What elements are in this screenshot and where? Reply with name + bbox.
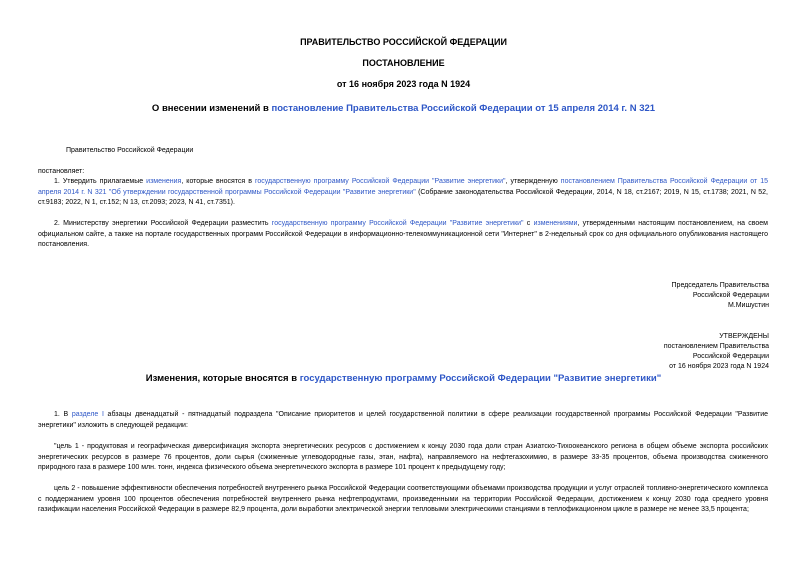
changes-link[interactable]: изменения [146,178,182,185]
paragraph-2 [38,219,768,251]
document-title-prefix: О внесении изменений в [151,103,272,114]
p1-text-b: , которые вносятся в [181,178,255,185]
energy-program-link[interactable]: государственную программу Российской Федерации "Развитие энергетики" [255,178,506,185]
paragraph-1 [38,177,768,209]
signature-title-1: Председатель Правительства [671,282,769,289]
goal-1-paragraph: "цель 1 - продуктовая и географическая диверсификация экспорта энергетических ресурсов с достижением к концу 2030 года доли стран Азиатско-Тихоокеанского региона в общем объеме экспорта российских энергетических ресурсов в размере 76 процентов, доли сырья (сжиженные углеводородные газы, этан, нафта), направляемого на нефтегазохимию, в размере 33-35 процентов, объема производства сжиженного природного газа в размере 100 млн. тонн, индекса физического объема энергетического экспорта в размере 101 процент к предыдущему году; [38,443,768,471]
section-1-link[interactable]: разделе I [71,411,104,418]
p2-text-b: с [523,220,534,227]
signature-title-2: Российской Федерации [692,292,769,299]
changes-title-prefix: Изменения, которые вносятся в [145,373,300,384]
document-type-heading: ПОСТАНОВЛЕНИЕ [362,58,445,68]
energy-program-link-2[interactable]: государственную программу Российской Федерации "Развитие энергетики" [271,220,524,227]
document-date-number: от 16 ноября 2023 года N 1924 [336,79,471,89]
resolution-link[interactable]: постановлением Правительства Российской Федерации от 15 апреля 2014 г. N 321 "Об утверждении государственной программы Российской Федерации "Развитие энергетики" [38,178,769,196]
p2-text-a: 2. Министерству энергетики Российской Федерации разместить [54,220,272,227]
item1-text-b: абзацы двенадцатый - пятнадцатый подраздела "Описание приоритетов и целей государственной политики в сфере реализации государственной программы Российской Федерации "Развитие энергетики" изложить в следующей редакции: [38,411,768,429]
resolution-321-link[interactable]: постановление Правительства Российской Федерации от 15 апреля 2014 г. N 321 [271,103,656,114]
changes-title [0,373,807,385]
approved-label: УТВЕРЖДЕНЫ [719,333,769,340]
approved-date: от 16 ноября 2023 года N 1924 [669,363,769,370]
change-item-1 [38,410,768,431]
resolves-text: постановляет: [38,168,85,175]
approved-government: Российской Федерации [692,353,769,360]
p1-text-a: 1. Утвердить прилагаемые [54,178,147,185]
document-title [0,103,807,115]
government-heading: ПРАВИТЕЛЬСТВО РОССИЙСКОЙ ФЕДЕРАЦИИ [300,37,507,47]
p1-text-d: (Собрание законодательства Российской Федерации, 2014, N 18, ст.2167; 2019, N 15, ст.1738; 2021, N 52, ст.9183; 2022, N 1, ст.152; N 13, ст.2093; 2023, N 41, ст.7351). [38,188,768,206]
p1-text-c: , утвержденную [505,178,561,185]
p2-text-c: , утвержденными настоящим постановлением, на своем официальном сайте, а также на портале государственных программ Российской Федерации в информационно-телекоммуникационной сети "Интернет" в 2-недельный срок со дня официального опубликования настоящего постановления. [38,220,768,248]
approved-by-line: постановлением Правительства [663,343,769,350]
signature-name: М.Мишустин [727,302,769,309]
changes-link-2[interactable]: изменениями [533,220,578,227]
item1-text-a: 1. В [54,411,72,418]
issuer-text: Правительство Российской Федерации [66,147,194,154]
changes-title-program-link[interactable]: государственную программу Российской Федерации "Развитие энергетики" [299,373,662,384]
goal-2-paragraph: цель 2 - повышение эффективности обеспечения потребностей внутреннего рынка Российской Федерации соответствующими объемами производства продукции и услуг отраслей топливно-энергетического комплекса с поддержанием уровня 100 процентов обеспечения потребностей внутреннего рынка нефтепродуктами, произведенными на территории Российской Федерации, достижением к концу 2030 года среднего уровня газификации населения Российской Федерации в размере 82,9 процента, доли выработки электрической энергии тепловыми электрическими станциями в теплофикационном цикле в размере не менее 33,5 процента; [38,485,768,513]
